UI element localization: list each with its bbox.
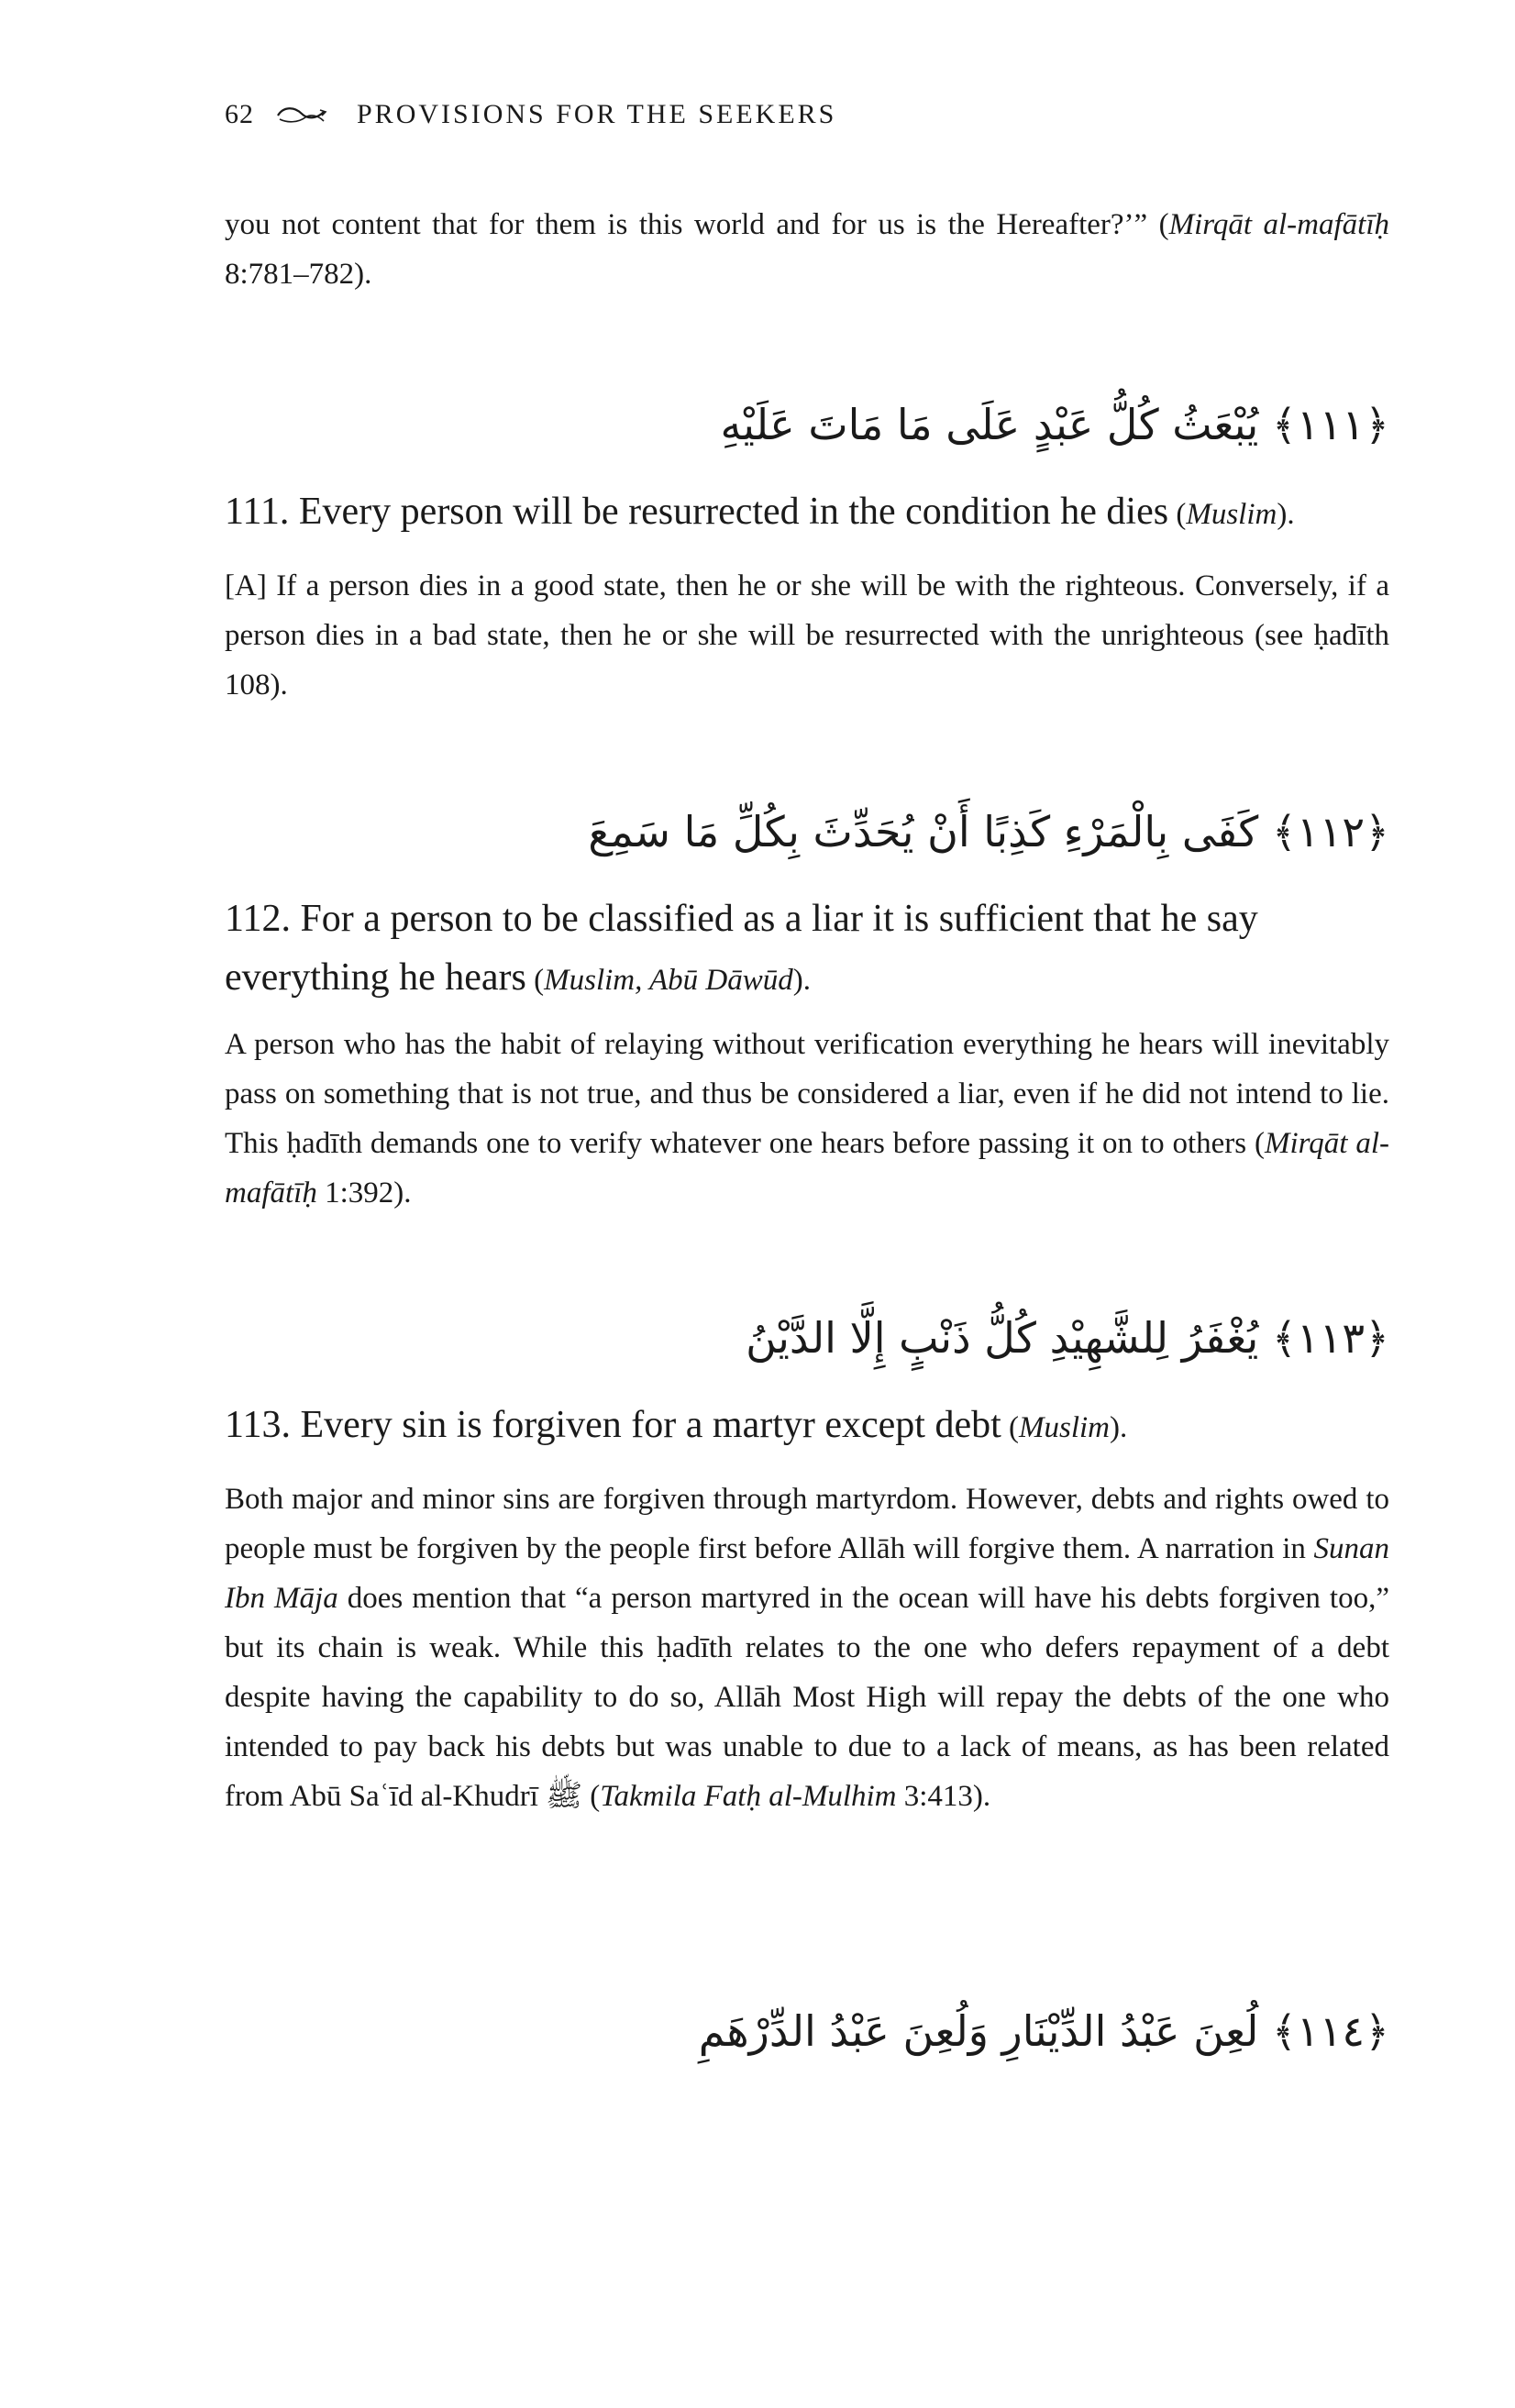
hadith-111-heading: 111. Every person will be resurrected in the condition he dies (Muslim). <box>225 491 1295 533</box>
hadith-112-commentary: A person who has the habit of relaying without verification everything he hears will inevitably pass on something that is not true, and thus be considered a liar, even if he did not intend to lie. This ḥadīth demands one to verify whatever one hears before passing it on to others (Mirqāt al-mafātīḥ 1:392). <box>225 1028 1389 1210</box>
commentary-cite: Sunan Ibn Māja <box>225 1532 1389 1615</box>
running-title: PROVISIONS FOR THE SEEKERS <box>357 99 837 129</box>
hadith-113-heading: 113. Every sin is forgiven for a martyr except debt (Muslim). <box>225 1404 1128 1446</box>
hadith-translation: Every person will be resurrected in the condition he dies <box>298 491 1169 533</box>
commentary-cite: Takmila Fatḥ al-Mulhim <box>600 1780 897 1813</box>
commentary-cite: Mirqāt al-mafātīḥ <box>225 1127 1389 1210</box>
intro-text: you not content that for them is this world and for us is the Hereafter?’” ( <box>225 208 1169 241</box>
scroll-ornament-icon <box>274 103 329 127</box>
hadith-source: Muslim, Abū Dāwūd <box>544 964 793 997</box>
hadith-translation: Every sin is forgiven for a martyr except debt <box>300 1404 1001 1446</box>
intro-cite-ref: 8:781–782). <box>225 258 372 291</box>
hadith-111-commentary: [A] If a person dies in a good state, then he or she will be with the righteous. Conversely, if a person dies in a bad state, then he or she will be resurrected with the unrighteous (see ḥadīth 108). <box>225 569 1389 701</box>
intro-paragraph <box>225 200 1389 299</box>
hadith-number: 112. <box>225 898 291 940</box>
intro-cite: Mirqāt al-mafātīḥ <box>1168 208 1389 241</box>
hadith-source: Muslim <box>1019 1411 1111 1444</box>
hadith-112-heading: 112. For a person to be classified as a liar it is sufficient that he say everything he hears (Muslim, Abū Dāwūd). <box>225 898 1258 999</box>
arabic-hadith-111: ﴿١١١﴾ يُبْعَثُ كُلُّ عَبْدٍ عَلَى مَا مَاتَ عَلَيْهِ <box>720 400 1389 449</box>
hadith-source: Muslim <box>1186 498 1277 531</box>
hadith-number: 113. <box>225 1404 291 1446</box>
running-head <box>225 99 836 130</box>
arabic-hadith-112: ﴿١١٢﴾ كَفَى بِالْمَرْءِ كَذِبًا أَنْ يُحَدِّثَ بِكُلِّ مَا سَمِعَ <box>588 807 1389 856</box>
arabic-hadith-113: ﴿١١٣﴾ يُغْفَرُ لِلشَّهِيْدِ كُلُّ ذَنْبٍ إِلَّا الدَّيْنُ <box>746 1313 1389 1363</box>
hadith-number: 111. <box>225 491 290 533</box>
hadith-translation: For a person to be classified as a liar it is sufficient that he say everything he hears <box>225 898 1258 999</box>
hadith-113-commentary: Both major and minor sins are forgiven through martyrdom. However, debts and rights owed to people must be forgiven by the people first before Allāh will forgive them. A narration in Sunan Ibn Māja does mention that “a person martyred in the ocean will have his debts forgiven too,” but its chain is weak. While this ḥadīth relates to the one who defers repayment of a debt despite having the capability to do so, Allāh Most High will repay the debts of the one who intended to pay back his debts but was unable to due to a lack of means, as has been related from Abū Saʿīd al-Khudrī ﷺ (Takmila Fatḥ al-Mulhim 3:413). <box>225 1483 1389 1813</box>
page-number: 62 <box>225 99 254 129</box>
arabic-hadith-114: ﴿١١٤﴾ لُعِنَ عَبْدُ الدِّيْنَارِ وَلُعِنَ عَبْدُ الدِّرْهَمِ <box>698 2006 1389 2056</box>
